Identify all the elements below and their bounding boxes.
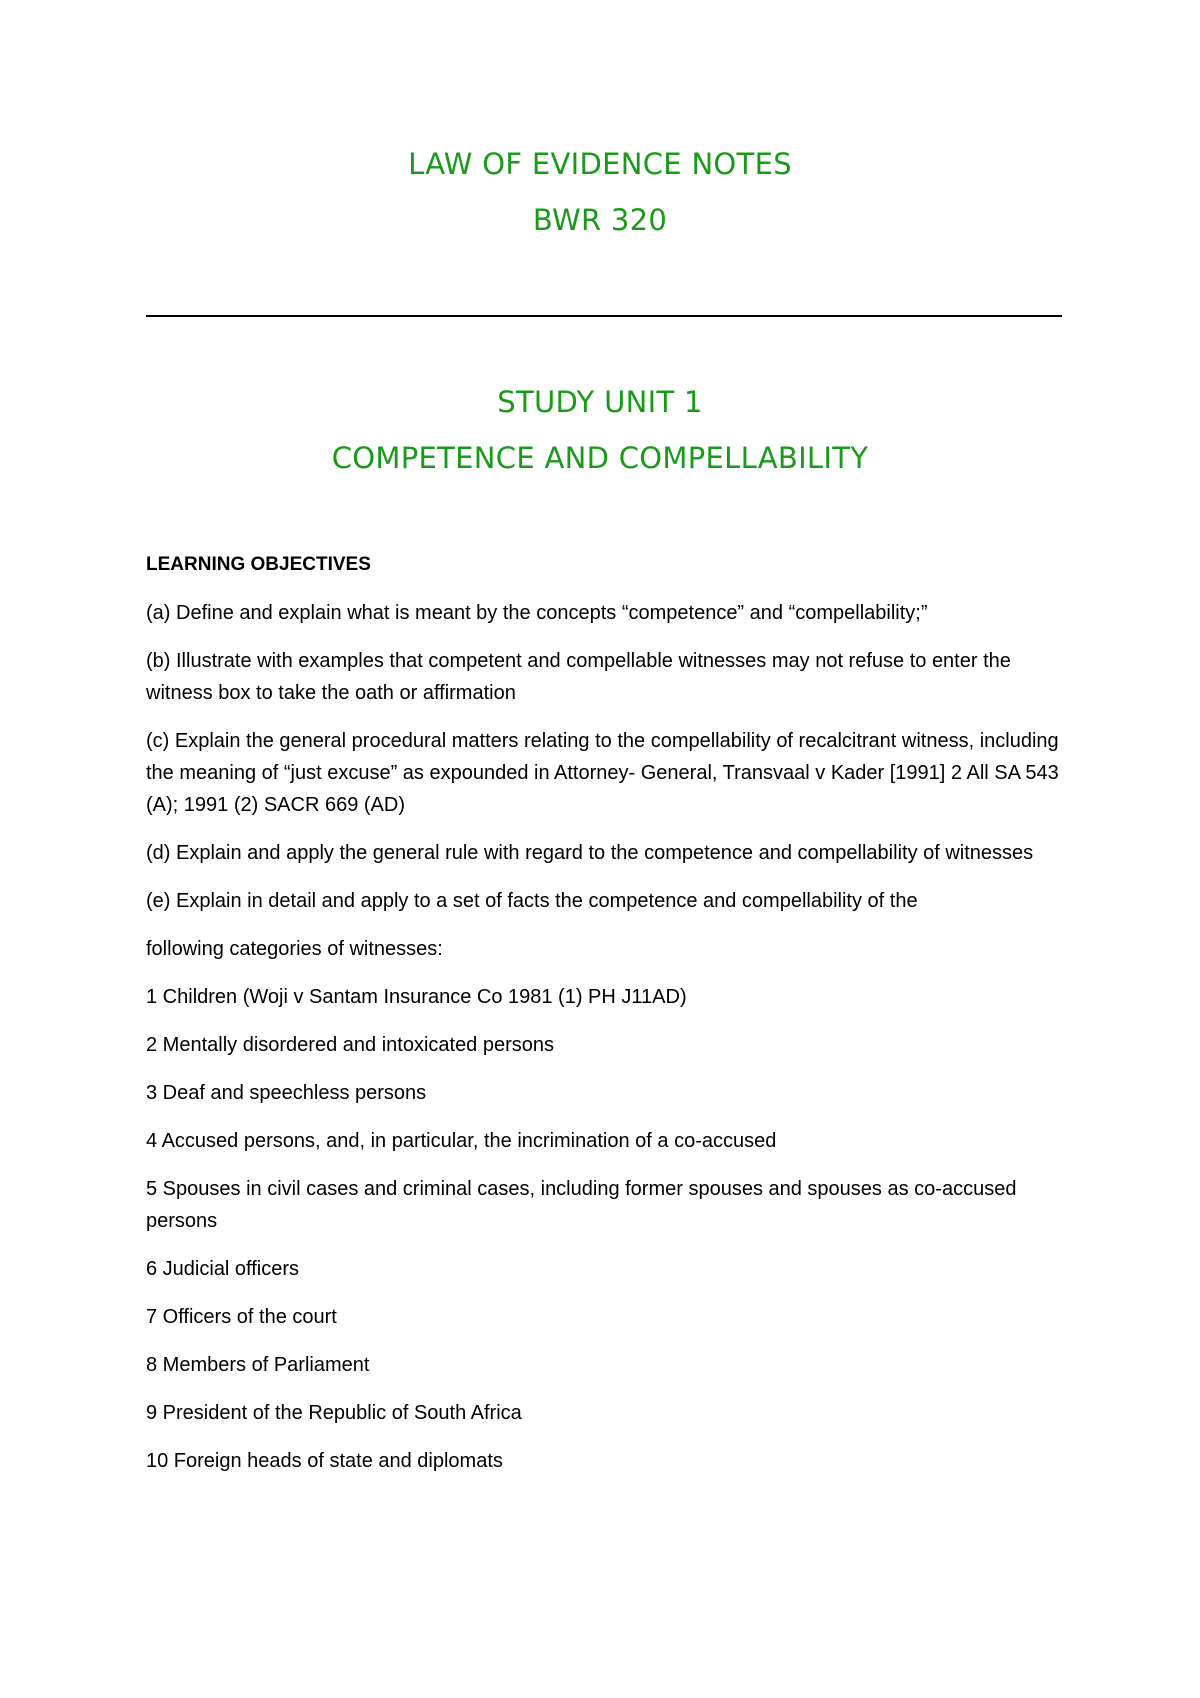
horizontal-divider	[146, 315, 1062, 317]
categories-intro: following categories of witnesses:	[146, 938, 443, 960]
category-item: 4 Accused persons, and, in particular, the incrimination of a co-accused	[146, 1130, 777, 1152]
category-item: 9 President of the Republic of South Africa	[146, 1402, 522, 1424]
document-title: LAW OF EVIDENCE NOTES	[408, 147, 792, 181]
category-item: 1 Children (Woji v Santam Insurance Co 1981 (1) PH J11AD)	[146, 986, 687, 1008]
category-item: 5 Spouses in civil cases and criminal cases, including former spouses and spouses as co-accused persons	[146, 1178, 1017, 1232]
category-item: 6 Judicial officers	[146, 1258, 300, 1280]
category-item: 10 Foreign heads of state and diplomats	[146, 1450, 503, 1472]
objective-b: (b) Illustrate with examples that competent and compellable witnesses may not refuse to enter the witness box to take the oath or affirmation	[146, 650, 1011, 704]
objective-a: (a) Define and explain what is meant by the concepts “competence” and “compellability;”	[146, 602, 928, 624]
category-item: 3 Deaf and speechless persons	[146, 1082, 427, 1104]
objective-e: (e) Explain in detail and apply to a set of facts the competence and compellability of the	[146, 890, 918, 912]
category-item: 8 Members of Parliament	[146, 1354, 370, 1376]
category-item: 2 Mentally disordered and intoxicated persons	[146, 1034, 555, 1056]
study-unit-number: STUDY UNIT 1	[497, 385, 703, 419]
study-unit-title: COMPETENCE AND COMPELLABILITY	[331, 441, 869, 475]
course-code: BWR 320	[532, 203, 668, 237]
category-item: 7 Officers of the court	[146, 1306, 337, 1328]
objective-c: (c) Explain the general procedural matters relating to the compellability of recalcitrant witness, including the meaning of “just excuse” as expounded in Attorney- General, Transvaal v Kader [1991] 2 All SA 543 (A); 1991 (2) SACR 669 (AD)	[146, 730, 1059, 816]
learning-objectives-heading: LEARNING OBJECTIVES	[146, 554, 371, 575]
objective-d: (d) Explain and apply the general rule with regard to the competence and compellability of witnesses	[146, 842, 1034, 864]
learning-objectives-section	[146, 549, 1066, 1493]
